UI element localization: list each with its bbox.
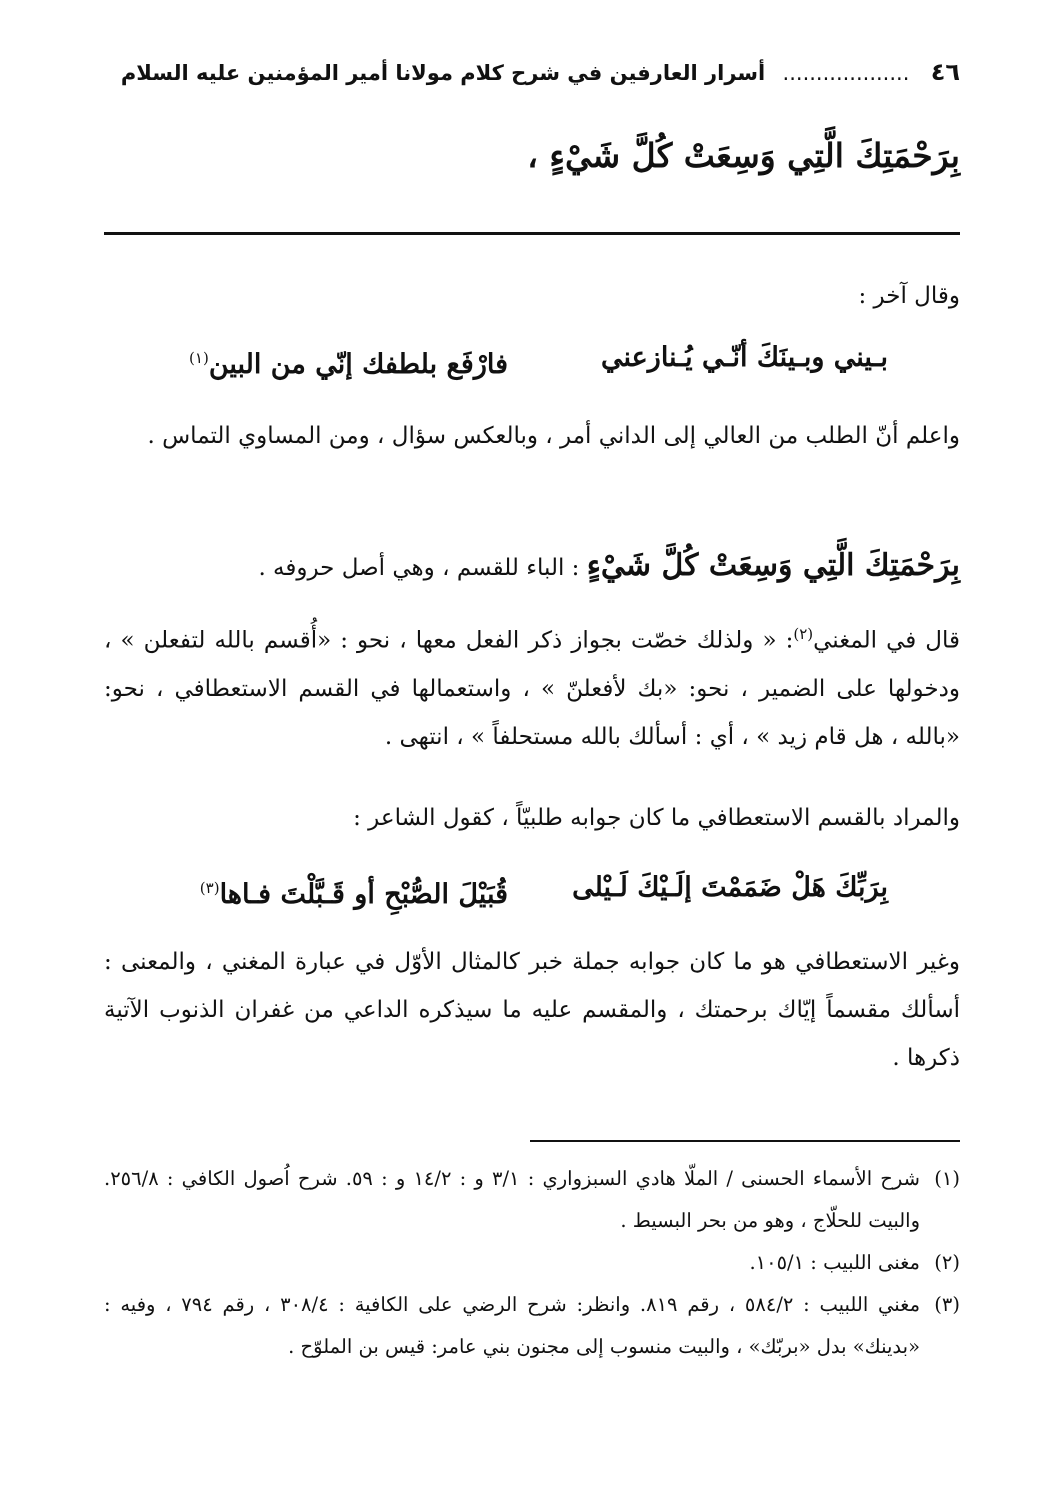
verse-1-hemistich-1: بـيني وبـينَكَ أنّـي يُـنازعني	[601, 342, 888, 373]
footnote-2-number: (٢)	[934, 1251, 960, 1274]
verse-2-hemistich-1: بِرَبِّكَ هَلْ ضَمَمْتَ إلَـيْكَ لَـيْلى	[572, 872, 888, 903]
footnote-1-number: (١)	[934, 1167, 960, 1190]
footnote-rule	[530, 1140, 960, 1142]
footnote-ref-2: (٢)	[793, 625, 814, 643]
footnote-2	[104, 1242, 960, 1284]
verse-1-hemistich-2-text: فارْفَع بلطفك إنّي من البين	[208, 349, 508, 380]
footnote-3-text: مغني اللبيب : ٥٨٤/٢ ، رقم ٨١٩. وانظر: شرح الرضي على الكافية : ٣٠٨/٤ ، رقم ٧٩٤ ، وفيه : «بدينك» بدل «بربّك» ، والبيت منسوب إلى مجنون بني عامر: قيس بن الملوّح .	[104, 1293, 921, 1358]
footnote-2-text: مغنى اللبيب : ١٠٥/١.	[749, 1251, 920, 1274]
verse-2	[104, 860, 960, 916]
verse-2-hemistich-2-text: قُبَيْلَ الصُّبْحِ أو قَـبَّلْتَ فـاها	[219, 879, 508, 910]
footnote-ref-1: (١)	[189, 349, 209, 367]
footnote-3-number: (٣)	[934, 1293, 960, 1316]
paragraph-2-lead: قال في المغني	[813, 627, 961, 654]
basmala-comment: : الباء للقسم ، وهي أصل حروفه .	[258, 555, 580, 581]
quran-phrase: بِرَحْمَتِكَ الَّتِي وَسِعَتْ كُلَّ شَيْءٍ	[586, 548, 960, 583]
paragraph-2	[104, 610, 960, 761]
paragraph-2-text: : « ولذلك خصّت بجواز ذكر الفعل معها ، نحو : «أُقسم بالله لتفعلن » ، ودخولها على الضمير ، نحو: «بك لأفعلنّ » ، واستعمالها في القسم الاستعطافي ، نحو: «بالله ، هل قام زيد » ، أي : أسألك بالله مستحلفاً » ، انتهى .	[104, 627, 960, 750]
verse-2-hemistich-2	[200, 860, 508, 923]
paragraph-1: واعلم أنّ الطلب من العالي إلى الداني أمر ، وبالعكس سؤال ، ومن المساوي التماس .	[147, 423, 960, 449]
footnote-1	[104, 1158, 960, 1242]
intro-line: وقال آخر :	[858, 283, 960, 309]
paragraph-3: والمراد بالقسم الاستعطافي ما كان جوابه طلبيّاً ، كقول الشاعر :	[353, 805, 960, 831]
header-title: أسرار العارفين في شرح كلام مولانا أمير المؤمنين عليه السلام	[120, 61, 766, 85]
paragraph-4: وغير الاستعطافي هو ما كان جوابه جملة خبر كالمثال الأوّل في عبارة المغني ، والمعنى : أسألك مقسماً إيّاك برحمتك ، والمقسم عليه ما سيذكره الداعي من غفران الذنوب الآتية ذكرها .	[104, 949, 960, 1071]
top-verse: بِرَحْمَتِكَ الَّتِي وَسِعَتْ كُلَّ شَيْءٍ ،	[527, 136, 960, 175]
separator-line	[104, 232, 960, 235]
footnotes	[104, 1158, 960, 1368]
verse-1-hemistich-2	[189, 330, 508, 393]
footnote-1-text: شرح الأسماء الحسنى / الملّا هادي السبزواري : ٣/١ و : ١٤/٢ و : ٥٩. شرح اُصول الكافي : ٢٥٦/٨. والبيت للحلّاج ، وهو من بحر البسيط .	[104, 1167, 920, 1232]
footnote-ref-3: (٣)	[199, 879, 220, 897]
header-dots: ...................	[782, 61, 910, 85]
footnote-3	[104, 1284, 960, 1368]
basmala-line	[104, 538, 960, 596]
page-number: ٤٦	[930, 58, 960, 86]
verse-1	[104, 330, 960, 386]
running-header	[104, 52, 960, 92]
